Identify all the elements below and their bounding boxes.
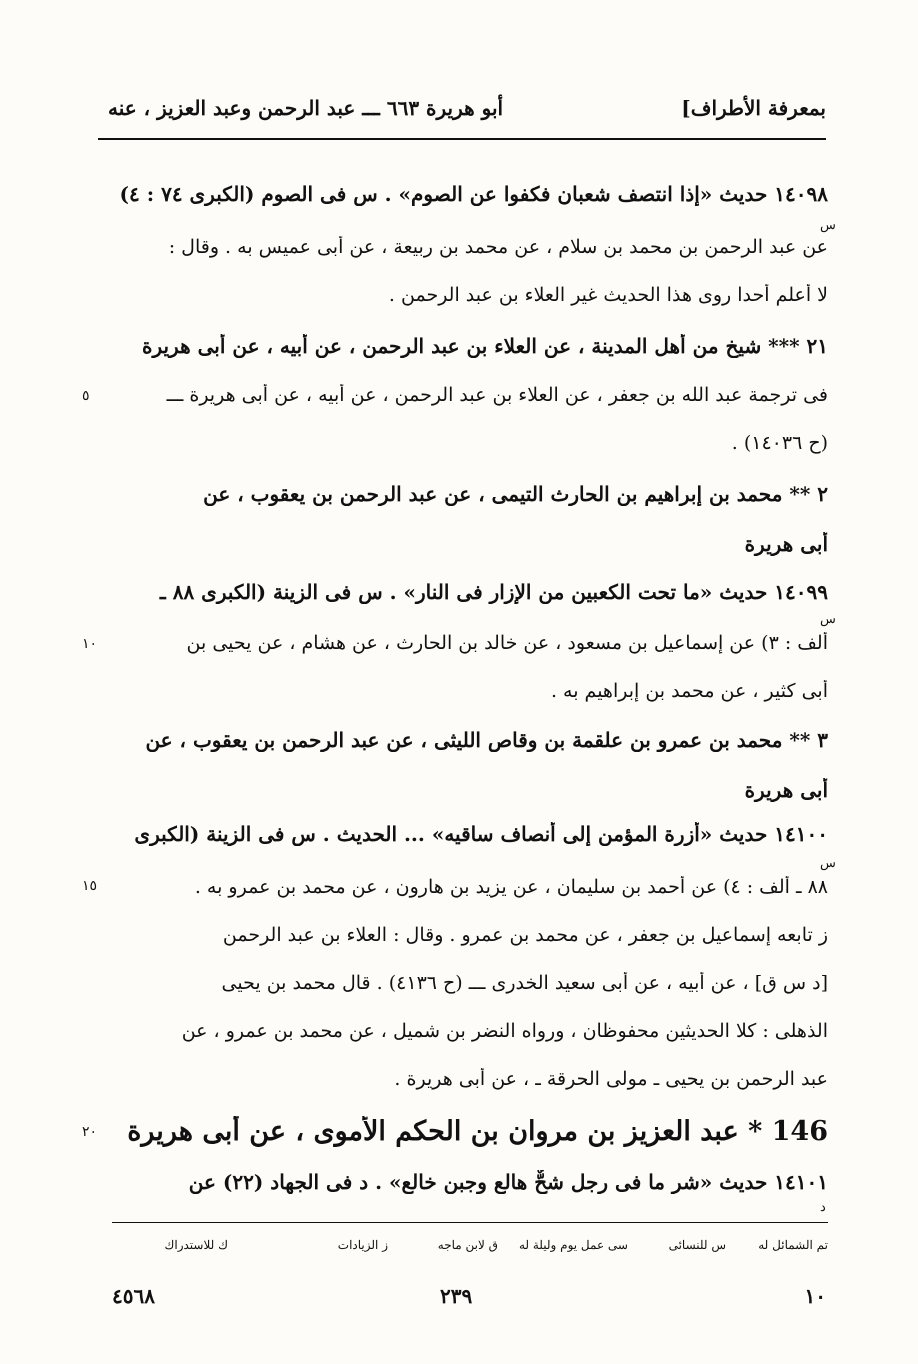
footnote-a: تم الشمائل له: [758, 1238, 828, 1252]
margin-line-number: ٢٠: [82, 1124, 98, 1140]
text-line-21: ١٤١٠١ حديث «شر ما فى رجل شحٌّ هالع وجبن خالع» . د فى الجهاد (٢٢) عن: [188, 1170, 828, 1194]
text-line-12: ٣ ** محمد بن عمرو بن علقمة بن وقاص الليثى ، عن عبد الرحمن بن يعقوب ، عن: [145, 728, 828, 752]
footnote-e: ز الزيادات: [337, 1238, 388, 1252]
margin-siglum: س: [820, 218, 836, 233]
header-right: بمعرفة الأطراف]: [681, 96, 826, 120]
text-line-6: (ح ١٤٠٣٦) .: [731, 432, 828, 454]
footer-left-number: ٤٥٦٨: [112, 1284, 155, 1308]
footer-right-number: ١٠: [804, 1284, 826, 1308]
text-line-20: 146 * عبد العزيز بن مروان بن الحكم الأموى ، عن أبى هريرة: [127, 1116, 828, 1147]
text-line-14: ١٤١٠٠ حديث «أزرة المؤمن إلى أنصاف ساقيه» ... الحديث . س فى الزينة (الكبرى: [134, 822, 828, 846]
margin-line-number: ٥: [82, 388, 90, 404]
text-line-8: أبى هريرة: [744, 532, 828, 556]
text-line-11: أبى كثير ، عن محمد بن إبراهيم به .: [550, 680, 828, 702]
text-line-13: أبى هريرة: [744, 778, 828, 802]
text-line-16: ز تابعه إسماعيل بن جعفر ، عن محمد بن عمرو . وقال : العلاء بن عبد الرحمن: [222, 924, 828, 946]
text-line-1: ١٤٠٩٨ حديث «إذا انتصف شعبان فكفوا عن الصوم» . س فى الصوم (الكبرى ٧٤ : ٤): [119, 182, 828, 206]
footnote-f: ك للاستدراك: [164, 1238, 228, 1252]
text-line-19: عبد الرحمن بن يحيى ـ مولى الحرقة ـ ، عن أبى هريرة .: [394, 1068, 828, 1090]
text-line-7: ٢ ** محمد بن إبراهيم بن الحارث التيمى ، عن عبد الرحمن بن يعقوب ، عن: [203, 482, 828, 506]
text-line-3: لا أعلم أحدا روى هذا الحديث غير العلاء بن عبد الرحمن .: [388, 284, 828, 306]
margin-siglum: س: [820, 856, 836, 871]
text-line-10: ألف : ٣) عن إسماعيل بن مسعود ، عن خالد بن الحارث ، عن هشام ، عن يحيى بن: [186, 632, 828, 654]
margin-line-number: ١٠: [82, 636, 98, 652]
footnote-b: س للنسائى: [668, 1238, 726, 1252]
footnote-c: سى عمل يوم وليلة له: [518, 1238, 628, 1252]
margin-siglum: د: [820, 1200, 826, 1215]
header-center: أبو هريرة ٦٦٣ ـــ عبد الرحمن وعبد العزيز ، عنه: [108, 96, 504, 120]
text-line-5: فى ترجمة عبد الله بن جعفر ، عن العلاء بن عبد الرحمن ، عن أبيه ، عن أبى هريرة ـــ: [166, 384, 828, 406]
text-line-18: الذهلى : كلا الحديثين محفوظان ، ورواه النضر بن شميل ، عن محمد بن عمرو ، عن: [181, 1020, 828, 1042]
header-rule: [98, 138, 826, 140]
text-line-4: ٢١ *** شيخ من أهل المدينة ، عن العلاء بن عبد الرحمن ، عن أبيه ، عن أبى هريرة: [141, 334, 828, 358]
text-line-2: عن عبد الرحمن بن محمد بن سلام ، عن محمد بن ربيعة ، عن أبى عميس به . وقال :: [168, 236, 828, 258]
text-line-17: [د س ق] ، عن أبيه ، عن أبى سعيد الخدرى ـــ (ح ٤١٣٦) . قال محمد بن يحيى: [221, 972, 828, 994]
margin-line-number: ١٥: [82, 878, 98, 894]
page-number: ٢٣٩: [440, 1284, 473, 1308]
text-line-15: ٨٨ ـ ألف : ٤) عن أحمد بن سليمان ، عن يزيد بن هارون ، عن محمد بن عمرو به .: [194, 876, 828, 898]
footnote-rule: [112, 1222, 828, 1223]
text-line-9: ١٤٠٩٩ حديث «ما تحت الكعبين من الإزار فى النار» . س فى الزينة (الكبرى ٨٨ ـ: [159, 580, 828, 604]
footnote-d: ق لابن ماجه: [437, 1238, 498, 1252]
margin-siglum: س: [820, 612, 836, 627]
